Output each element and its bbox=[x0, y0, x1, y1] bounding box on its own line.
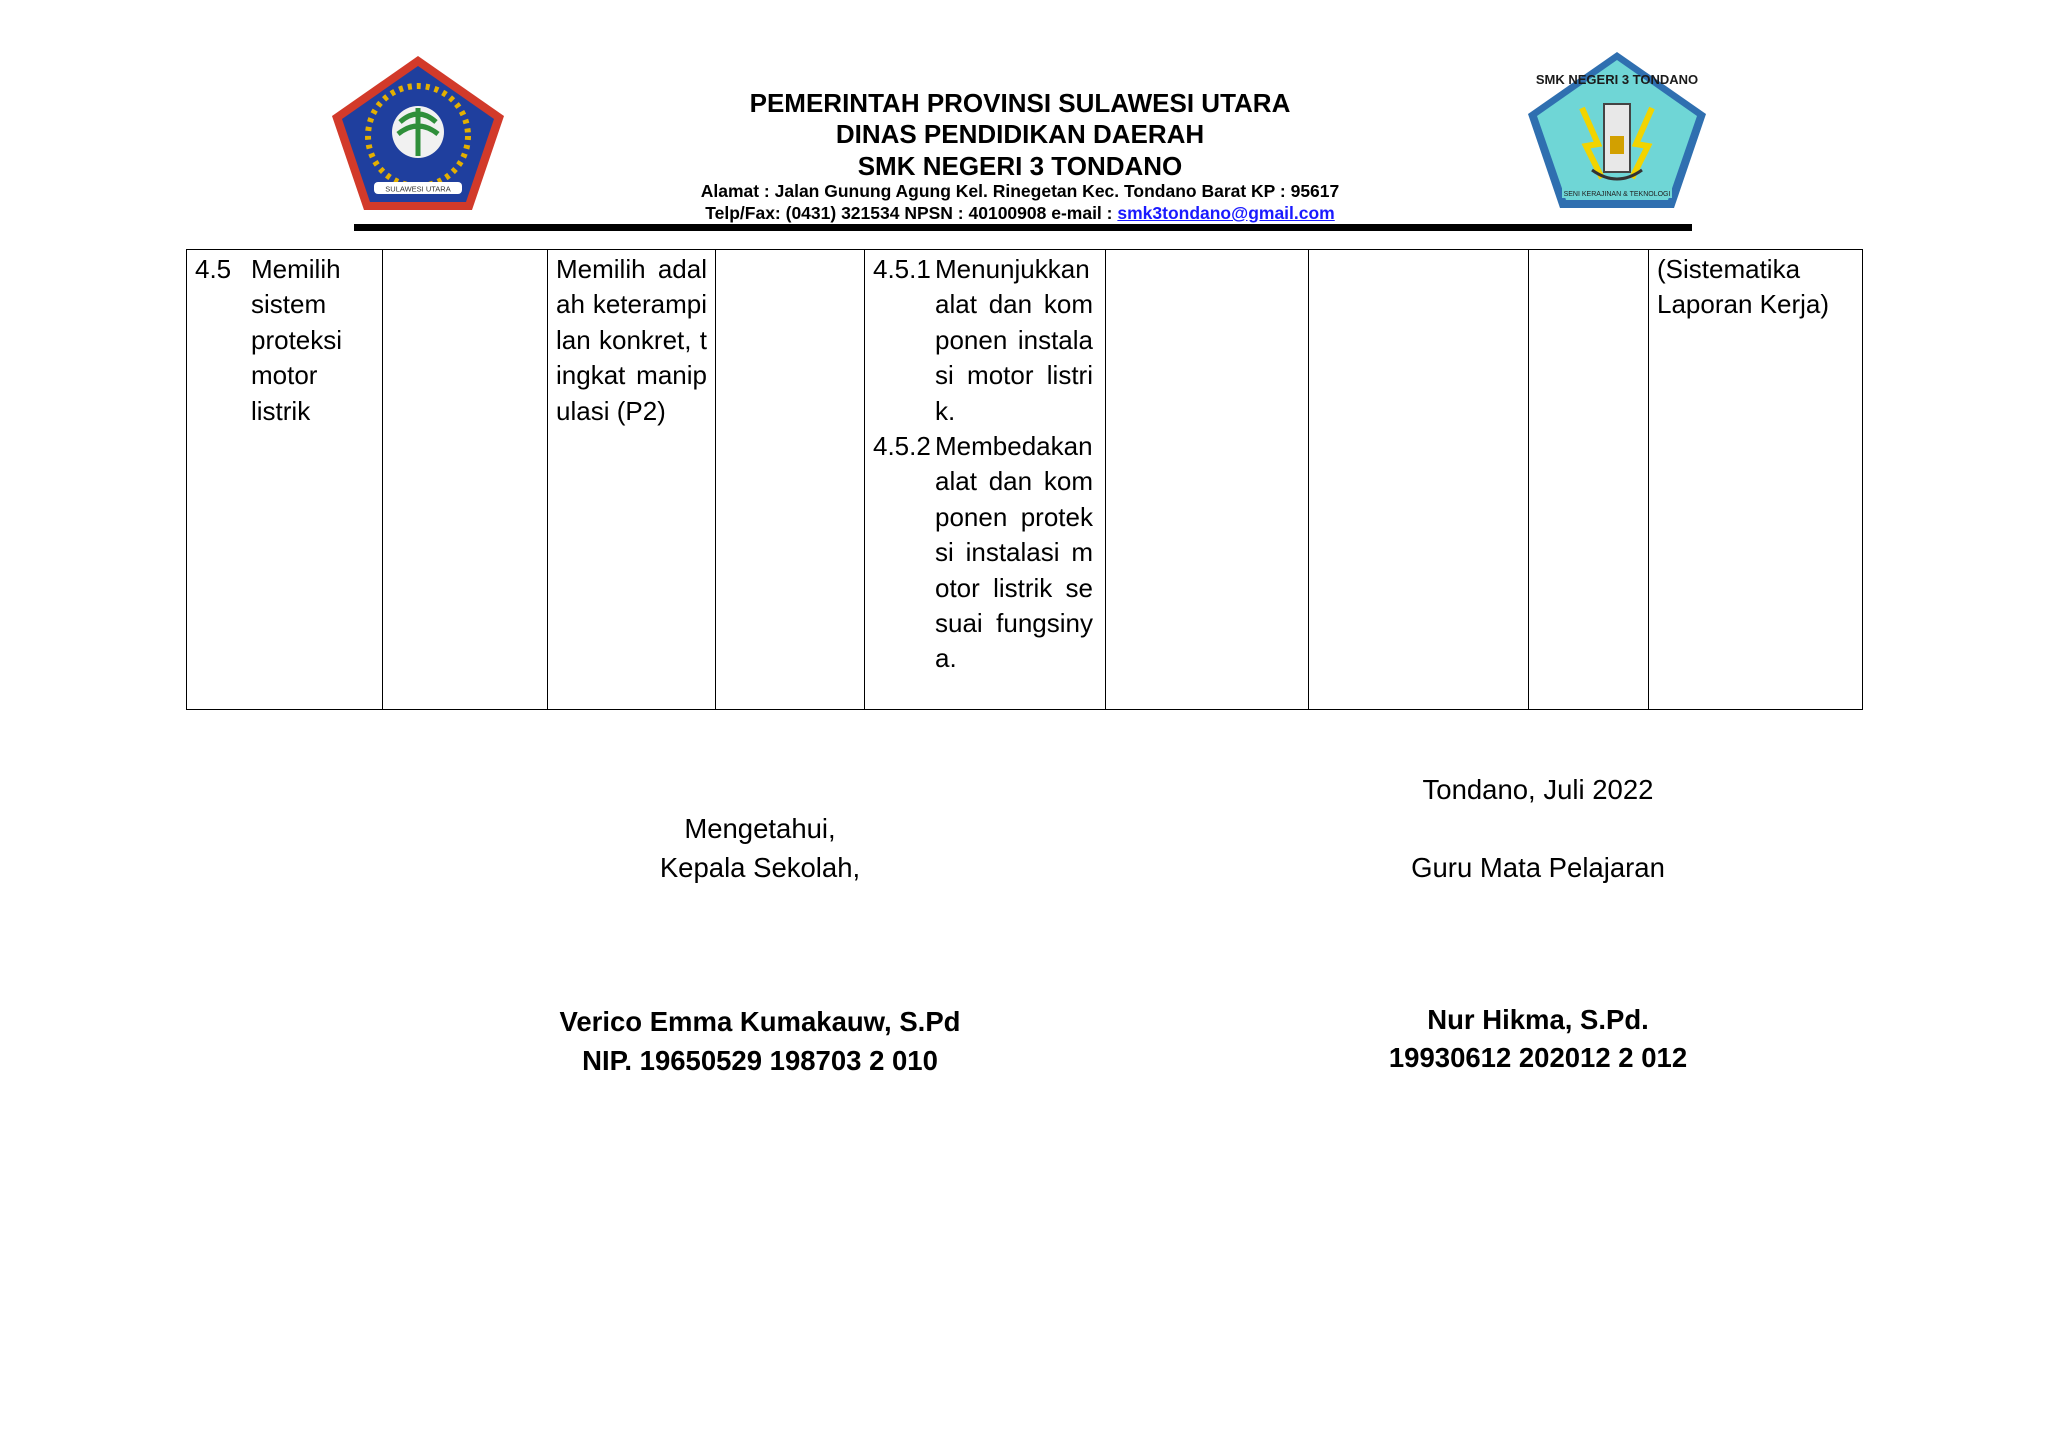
table-cell-2 bbox=[383, 250, 548, 710]
teacher-name: Nur Hikma, S.Pd. bbox=[1427, 1004, 1649, 1035]
email-link[interactable]: smk3tondano@gmail.com bbox=[1117, 203, 1335, 223]
sulawesi-utara-emblem-icon bbox=[326, 52, 510, 216]
principal-nip: NIP. 19650529 198703 2 010 bbox=[582, 1045, 938, 1076]
principal-caption: Kepala Sekolah, bbox=[659, 852, 861, 883]
kd-text: Memilih sistem proteksi motor listrik bbox=[251, 254, 343, 426]
table-cell-4 bbox=[716, 250, 865, 710]
emblem-footer: SENI KERAJINAN & TEKNOLOGI bbox=[1563, 191, 1671, 198]
letterhead-address: Alamat : Jalan Gunung Agung Kel. Rinegetan Kec. Tondano Barat KP : 95617 bbox=[700, 181, 1340, 201]
indicator-text: Membedakan alat dan komponen proteksi instalasi motor listrik sesuai fungsinya. bbox=[935, 431, 1093, 674]
table-cell-6 bbox=[1106, 250, 1309, 710]
table-cell-7 bbox=[1309, 250, 1529, 710]
acknowledged-caption: Mengetahui, bbox=[684, 813, 836, 844]
skill-level-cell bbox=[548, 250, 716, 710]
emblem-caption: SULAWESI UTARA bbox=[385, 184, 451, 194]
kd-number: 4.5 bbox=[195, 254, 232, 284]
contact-details: Telp/Fax: (0431) 321534 NPSN : 40100908 e-mail : bbox=[705, 203, 1118, 223]
letterhead-divider bbox=[354, 224, 1692, 231]
letterhead-school-name: SMK NEGERI 3 TONDANO bbox=[857, 151, 1183, 181]
letterhead-contact bbox=[520, 203, 1520, 224]
teacher-caption: Guru Mata Pelajaran bbox=[1411, 852, 1665, 883]
letterhead-government: PEMERINTAH PROVINSI SULAWESI UTARA bbox=[749, 88, 1291, 118]
indicator-text: Menunjukkan alat dan komponen instalasi motor listrik. bbox=[935, 254, 1093, 426]
indicator-item bbox=[873, 429, 1093, 677]
table-cell-8 bbox=[1529, 250, 1649, 710]
teacher-nip: 19930612 202012 2 012 bbox=[1388, 1042, 1688, 1073]
place-date: Tondano, Juli 2022 bbox=[1422, 774, 1654, 805]
indicator-cell bbox=[865, 250, 1106, 710]
emblem-title: SMK NEGERI 3 TONDANO bbox=[1535, 72, 1699, 87]
letterhead-department: DINAS PENDIDIKAN DAERAH bbox=[835, 119, 1205, 149]
table-row bbox=[187, 250, 1863, 710]
indicator-number: 4.5.2 bbox=[873, 431, 931, 462]
principal-name: Verico Emma Kumakauw, S.Pd bbox=[559, 1006, 961, 1037]
competency-table bbox=[186, 249, 1863, 710]
smk-negeri-3-tondano-emblem-icon bbox=[1522, 48, 1712, 214]
assessment-instrument-cell: (Sistematika Laporan Kerja) bbox=[1649, 250, 1863, 710]
indicator-number: 4.5.1 bbox=[873, 254, 931, 284]
basic-competency-cell bbox=[187, 250, 383, 710]
indicator-item bbox=[873, 252, 1093, 429]
skill-level-text: Memilih adalah keterampilan konkret, tingkat manipulasi (P2) bbox=[556, 254, 707, 426]
